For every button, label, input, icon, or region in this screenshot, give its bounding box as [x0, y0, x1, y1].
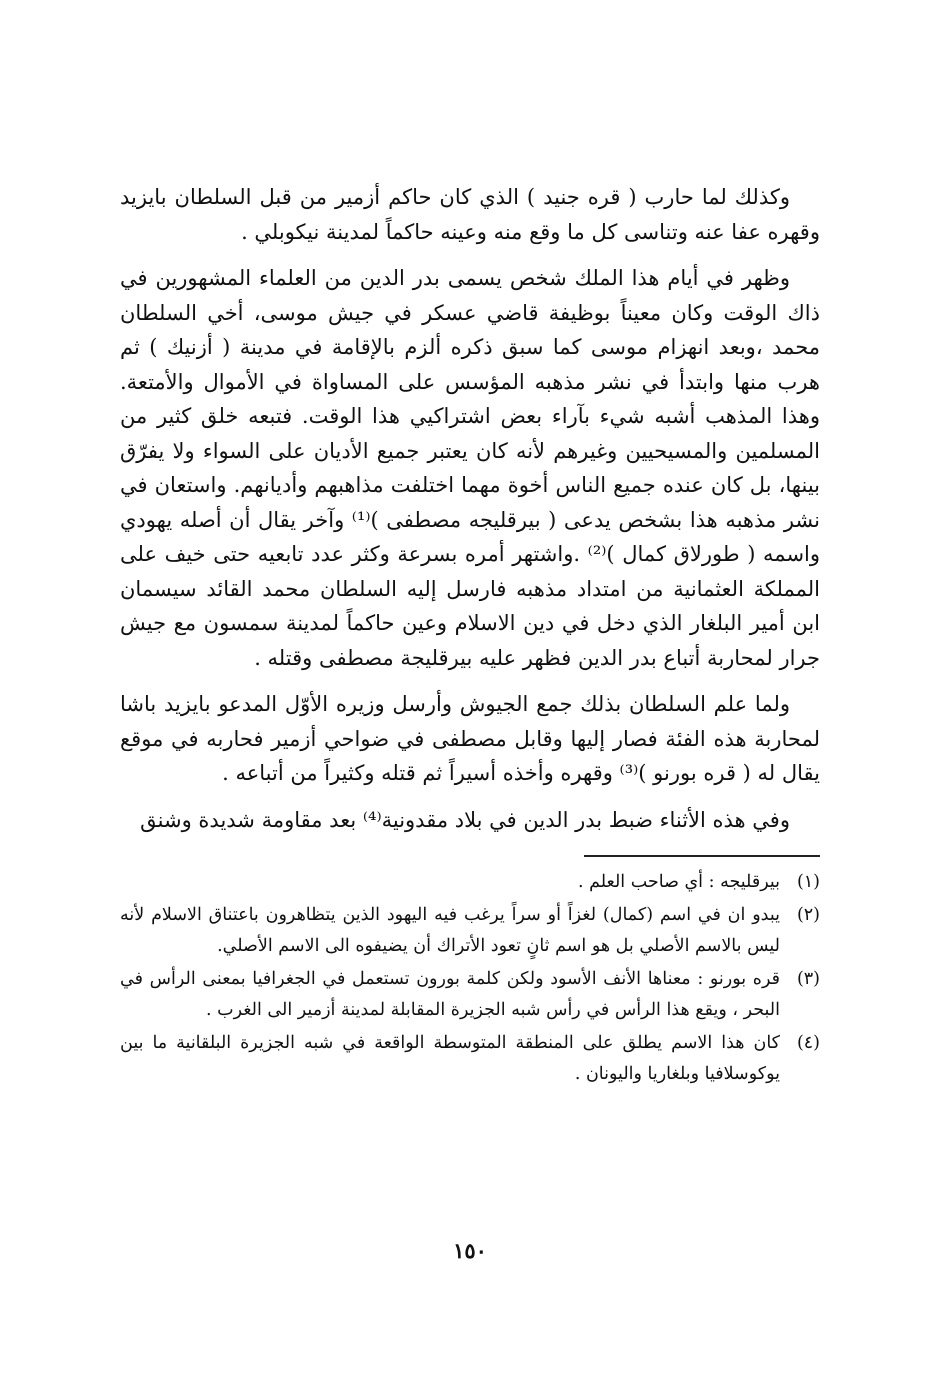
footnote-text: قره بورنو : معناها الأنف الأسود ولكن كلمة بورون تستعمل في الجغرافيا بمعنى الرأس في البحر ، ويقع هذا الرأس في رأس شبه الجزيرة المقابلة لمدينة أزمير الى الغرب . [120, 969, 780, 1020]
footnote-number: (٣) [796, 969, 820, 989]
footnote-number: (٢) [796, 905, 820, 925]
footnote-2 [120, 900, 820, 962]
footnote-number: (٤) [796, 1033, 820, 1053]
footnote-text: كان هذا الاسم يطلق على المنطقة المتوسطة الواقعة في شبه الجزيرة البلقانية ما بين يوكوسلافيا وبلغاريا واليونان . [120, 1033, 780, 1084]
paragraph-1: وكذلك لما حارب ( قره جنيد ) الذي كان حاكم أزمير من قبل السلطان بايزيد وقهره عفا عنه وتناسى كل ما وقع منه وعينه حاكماً لمدينة نيكوبلي . [120, 185, 820, 244]
main-text [120, 180, 820, 837]
footnote-3 [120, 964, 820, 1026]
footnote-number: (١) [796, 872, 820, 892]
page-number: ١٥٠ [453, 1238, 487, 1263]
footnote-text: بيرقليجه : أي صاحب العلم . [577, 872, 780, 892]
footnotes [120, 867, 820, 1090]
footnote-1 [120, 867, 820, 898]
paragraph-4: وفي هذه الأثناء ضبط بدر الدين في بلاد مقدونية⁽⁴⁾ بعد مقاومة شديدة وشنق [140, 807, 790, 832]
footnote-divider [584, 855, 820, 857]
paragraph-2: وظهر في أيام هذا الملك شخص يسمى بدر الدين من العلماء المشهورين في ذاك الوقت وكان معيناً بوظيفة قاضي عسكر في جيش موسى، أخي السلطان محمد ،وبعد انهزام موسى كما سبق ذكره ألزم بالإقامة في مدينة ( أزنيك ) ثم هرب منها وابتدأ في نشر مذهبه المؤسس على المساواة في الأموال والأمتعة. وهذا المذهب أشبه شيء بآراء بعض اشتراكيي هذا الوقت. فتبعه خلق كثير من المسلمين والمسيحيين وغيرهم لأنه كان يعتبر جميع الأديان على السواء ولا يفرّق بينها، بل كان عنده جميع الناس أخوة مهما اختلفت مذاهبهم وأديانهم. واستعان في نشر مذهبه هذا بشخص يدعى ( بيرقليجه مصطفى )⁽¹⁾ وآخر يقال أن أصله يهودي واسمه ( طورلاق كمال )⁽²⁾ .واشتهر أمره بسرعة وكثر عدد تابعيه حتى خيف على المملكة العثمانية من امتداد مذهبه فارسل إليه السلطان محمد القائد سيسمان ابن أمير البلغار الذي دخل في دين الاسلام وعين حاكماً لمدينة سمسون مع جيش جرار لمحاربة أتباع بدر الدين فظهر عليه بيرقليجة مصطفى وقتله . [120, 266, 821, 670]
paragraph-3: ولما علم السلطان بذلك جمع الجيوش وأرسل وزيره الأوّل المدعو بايزيد باشا لمحاربة هذه الفئة فصار إليها وقابل مصطفى في ضواحي أزمير فحاربه في موقع يقال له ( قره بورنو )⁽³⁾ وقهره وأخذه أسيراً ثم قتله وكثيراً من أتباعه . [120, 692, 820, 785]
footnote-4 [120, 1028, 820, 1090]
footnote-text: يبدو ان في اسم (كمال) لغزاً أو سراً يرغب فيه اليهود الذين يتظاهرون باعتناق الاسلام لأنه ليس بالاسم الأصلي بل هو اسم ثانٍ تعود الأتراك أن يضيفوه الى الاسم الأصلي. [120, 905, 780, 956]
